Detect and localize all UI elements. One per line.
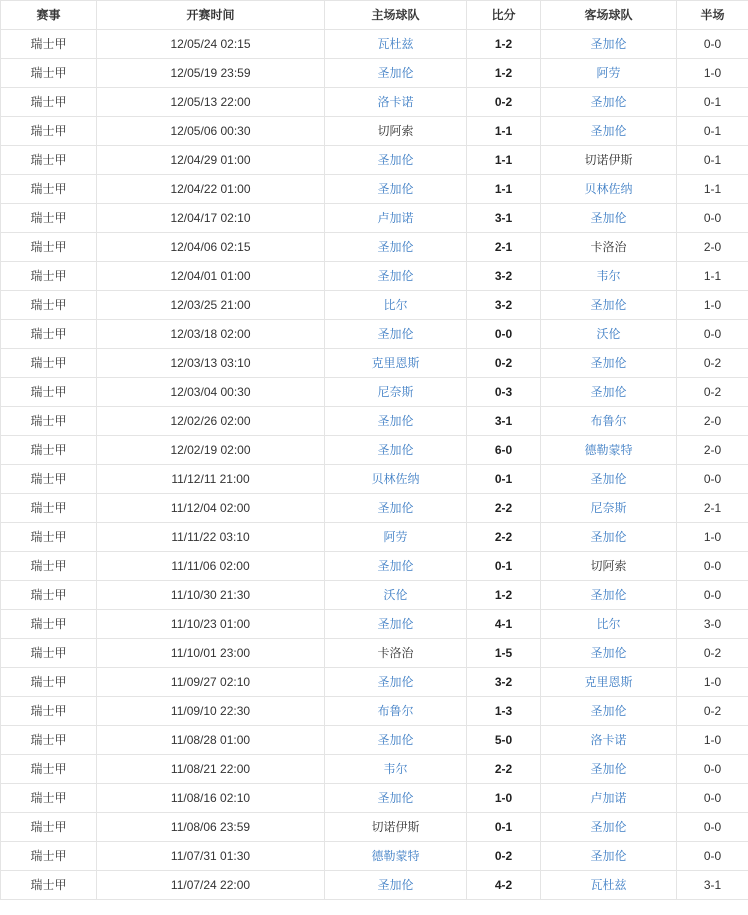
cell-halftime-score: 0-2: [677, 378, 748, 407]
cell-away-team: 切阿索: [541, 552, 677, 581]
cell-away-team[interactable]: 圣加伦: [541, 465, 677, 494]
cell-away-team[interactable]: 圣加伦: [541, 755, 677, 784]
cell-league: 瑞士甲: [1, 842, 97, 871]
cell-kickoff-time: 11/08/21 22:00: [97, 755, 325, 784]
cell-score: 1-1: [467, 117, 541, 146]
cell-kickoff-time: 11/12/04 02:00: [97, 494, 325, 523]
cell-away-team[interactable]: 圣加伦: [541, 117, 677, 146]
cell-kickoff-time: 12/04/17 02:10: [97, 204, 325, 233]
cell-halftime-score: 0-1: [677, 117, 748, 146]
cell-league: 瑞士甲: [1, 117, 97, 146]
cell-kickoff-time: 12/03/25 21:00: [97, 291, 325, 320]
cell-home-team[interactable]: 圣加伦: [325, 262, 467, 291]
cell-league: 瑞士甲: [1, 88, 97, 117]
cell-away-team[interactable]: 圣加伦: [541, 697, 677, 726]
cell-home-team[interactable]: 圣加伦: [325, 59, 467, 88]
cell-home-team: 切阿索: [325, 117, 467, 146]
cell-score: 0-2: [467, 88, 541, 117]
cell-kickoff-time: 12/02/26 02:00: [97, 407, 325, 436]
table-row: [1, 465, 748, 494]
cell-kickoff-time: 12/05/24 02:15: [97, 30, 325, 59]
cell-halftime-score: 2-0: [677, 233, 748, 262]
cell-score: 2-2: [467, 523, 541, 552]
cell-kickoff-time: 11/09/10 22:30: [97, 697, 325, 726]
cell-away-team: 切诺伊斯: [541, 146, 677, 175]
cell-league: 瑞士甲: [1, 378, 97, 407]
cell-away-team[interactable]: 圣加伦: [541, 639, 677, 668]
cell-halftime-score: 0-0: [677, 30, 748, 59]
column-header-league: 赛事: [1, 1, 97, 30]
cell-league: 瑞士甲: [1, 465, 97, 494]
cell-home-team[interactable]: 卢加诺: [325, 204, 467, 233]
column-header-away-team: 客场球队: [541, 1, 677, 30]
cell-kickoff-time: 12/05/13 22:00: [97, 88, 325, 117]
table-row: [1, 88, 748, 117]
cell-away-team[interactable]: 尼奈斯: [541, 494, 677, 523]
table-body: [1, 30, 748, 900]
cell-score: 3-2: [467, 668, 541, 697]
table-row: [1, 262, 748, 291]
cell-league: 瑞士甲: [1, 233, 97, 262]
cell-league: 瑞士甲: [1, 668, 97, 697]
cell-score: 1-5: [467, 639, 541, 668]
cell-away-team: 卡洛治: [541, 233, 677, 262]
table-row: [1, 378, 748, 407]
cell-score: 1-2: [467, 30, 541, 59]
cell-kickoff-time: 11/12/11 21:00: [97, 465, 325, 494]
table-row: [1, 117, 748, 146]
cell-score: 3-1: [467, 407, 541, 436]
cell-score: 0-2: [467, 842, 541, 871]
cell-home-team[interactable]: 圣加伦: [325, 784, 467, 813]
cell-score: 2-1: [467, 233, 541, 262]
cell-league: 瑞士甲: [1, 813, 97, 842]
cell-halftime-score: 0-1: [677, 88, 748, 117]
cell-home-team[interactable]: 圣加伦: [325, 668, 467, 697]
table-row: [1, 697, 748, 726]
cell-away-team[interactable]: 克里恩斯: [541, 668, 677, 697]
cell-home-team[interactable]: 贝林佐纳: [325, 465, 467, 494]
cell-home-team[interactable]: 阿劳: [325, 523, 467, 552]
cell-kickoff-time: 11/11/22 03:10: [97, 523, 325, 552]
cell-score: 0-1: [467, 465, 541, 494]
cell-halftime-score: 1-0: [677, 668, 748, 697]
cell-kickoff-time: 12/03/04 00:30: [97, 378, 325, 407]
cell-home-team: 卡洛治: [325, 639, 467, 668]
table-row: [1, 668, 748, 697]
cell-halftime-score: 2-1: [677, 494, 748, 523]
cell-halftime-score: 2-0: [677, 436, 748, 465]
cell-league: 瑞士甲: [1, 610, 97, 639]
cell-halftime-score: 1-1: [677, 175, 748, 204]
cell-home-team[interactable]: 圣加伦: [325, 320, 467, 349]
table-row: [1, 552, 748, 581]
cell-halftime-score: 0-2: [677, 697, 748, 726]
cell-home-team[interactable]: 韦尔: [325, 755, 467, 784]
column-header-halftime: 半场: [677, 1, 748, 30]
cell-home-team[interactable]: 圣加伦: [325, 175, 467, 204]
cell-away-team[interactable]: 洛卡诺: [541, 726, 677, 755]
cell-halftime-score: 1-1: [677, 262, 748, 291]
table-row: [1, 175, 748, 204]
cell-halftime-score: 0-0: [677, 581, 748, 610]
cell-score: 3-2: [467, 262, 541, 291]
cell-home-team: 切诺伊斯: [325, 813, 467, 842]
cell-score: 0-1: [467, 552, 541, 581]
cell-kickoff-time: 11/08/28 01:00: [97, 726, 325, 755]
table-row: [1, 610, 748, 639]
table-row: [1, 581, 748, 610]
cell-kickoff-time: 12/04/29 01:00: [97, 146, 325, 175]
cell-score: 6-0: [467, 436, 541, 465]
cell-halftime-score: 0-1: [677, 146, 748, 175]
cell-kickoff-time: 12/04/06 02:15: [97, 233, 325, 262]
cell-home-team[interactable]: 布鲁尔: [325, 697, 467, 726]
cell-kickoff-time: 12/05/19 23:59: [97, 59, 325, 88]
cell-league: 瑞士甲: [1, 407, 97, 436]
table-row: [1, 320, 748, 349]
cell-league: 瑞士甲: [1, 639, 97, 668]
cell-score: 2-2: [467, 755, 541, 784]
cell-home-team[interactable]: 圣加伦: [325, 610, 467, 639]
cell-away-team[interactable]: 圣加伦: [541, 842, 677, 871]
cell-kickoff-time: 12/03/18 02:00: [97, 320, 325, 349]
table-row: [1, 494, 748, 523]
cell-score: 3-2: [467, 291, 541, 320]
cell-halftime-score: 1-0: [677, 523, 748, 552]
cell-home-team[interactable]: 尼奈斯: [325, 378, 467, 407]
cell-score: 2-2: [467, 494, 541, 523]
table-row: [1, 204, 748, 233]
table-row: [1, 146, 748, 175]
cell-away-team[interactable]: 圣加伦: [541, 204, 677, 233]
cell-score: 0-0: [467, 320, 541, 349]
cell-league: 瑞士甲: [1, 30, 97, 59]
cell-away-team[interactable]: 瓦杜兹: [541, 871, 677, 900]
cell-kickoff-time: 12/04/01 01:00: [97, 262, 325, 291]
cell-away-team[interactable]: 卢加诺: [541, 784, 677, 813]
cell-away-team[interactable]: 布鲁尔: [541, 407, 677, 436]
cell-home-team[interactable]: 圣加伦: [325, 726, 467, 755]
cell-league: 瑞士甲: [1, 697, 97, 726]
cell-score: 1-2: [467, 581, 541, 610]
cell-kickoff-time: 11/08/06 23:59: [97, 813, 325, 842]
table-row: [1, 784, 748, 813]
table-row: [1, 436, 748, 465]
table-row: [1, 523, 748, 552]
cell-league: 瑞士甲: [1, 262, 97, 291]
table-row: [1, 871, 748, 900]
cell-away-team[interactable]: 阿劳: [541, 59, 677, 88]
cell-league: 瑞士甲: [1, 552, 97, 581]
cell-home-team[interactable]: 沃伦: [325, 581, 467, 610]
cell-league: 瑞士甲: [1, 320, 97, 349]
cell-halftime-score: 1-0: [677, 291, 748, 320]
cell-home-team[interactable]: 克里恩斯: [325, 349, 467, 378]
cell-away-team[interactable]: 圣加伦: [541, 349, 677, 378]
cell-kickoff-time: 11/10/23 01:00: [97, 610, 325, 639]
cell-home-team[interactable]: 比尔: [325, 291, 467, 320]
cell-score: 3-1: [467, 204, 541, 233]
cell-halftime-score: 0-0: [677, 813, 748, 842]
cell-league: 瑞士甲: [1, 523, 97, 552]
table-row: [1, 755, 748, 784]
cell-score: 1-1: [467, 175, 541, 204]
cell-away-team[interactable]: 贝林佐纳: [541, 175, 677, 204]
cell-league: 瑞士甲: [1, 436, 97, 465]
cell-home-team[interactable]: 圣加伦: [325, 494, 467, 523]
cell-home-team[interactable]: 瓦杜兹: [325, 30, 467, 59]
cell-away-team[interactable]: 圣加伦: [541, 813, 677, 842]
cell-kickoff-time: 11/08/16 02:10: [97, 784, 325, 813]
table-row: [1, 59, 748, 88]
cell-halftime-score: 0-0: [677, 552, 748, 581]
table-row: [1, 726, 748, 755]
cell-halftime-score: 0-0: [677, 465, 748, 494]
cell-league: 瑞士甲: [1, 291, 97, 320]
table-row: [1, 349, 748, 378]
cell-home-team[interactable]: 圣加伦: [325, 552, 467, 581]
cell-kickoff-time: 12/03/13 03:10: [97, 349, 325, 378]
cell-away-team[interactable]: 圣加伦: [541, 378, 677, 407]
cell-home-team[interactable]: 圣加伦: [325, 233, 467, 262]
cell-score: 0-3: [467, 378, 541, 407]
column-header-home-team: 主场球队: [325, 1, 467, 30]
cell-away-team[interactable]: 圣加伦: [541, 581, 677, 610]
cell-league: 瑞士甲: [1, 784, 97, 813]
cell-away-team[interactable]: 圣加伦: [541, 523, 677, 552]
cell-halftime-score: 0-2: [677, 349, 748, 378]
cell-halftime-score: 0-0: [677, 784, 748, 813]
cell-away-team[interactable]: 圣加伦: [541, 30, 677, 59]
cell-halftime-score: 1-0: [677, 59, 748, 88]
cell-score: 0-2: [467, 349, 541, 378]
cell-home-team[interactable]: 圣加伦: [325, 407, 467, 436]
cell-home-team[interactable]: 圣加伦: [325, 436, 467, 465]
cell-kickoff-time: 11/07/31 01:30: [97, 842, 325, 871]
cell-away-team[interactable]: 韦尔: [541, 262, 677, 291]
cell-league: 瑞士甲: [1, 494, 97, 523]
cell-kickoff-time: 12/04/22 01:00: [97, 175, 325, 204]
cell-kickoff-time: 11/07/24 22:00: [97, 871, 325, 900]
cell-league: 瑞士甲: [1, 59, 97, 88]
cell-halftime-score: 0-2: [677, 639, 748, 668]
cell-score: 4-2: [467, 871, 541, 900]
cell-home-team[interactable]: 圣加伦: [325, 871, 467, 900]
cell-kickoff-time: 11/10/30 21:30: [97, 581, 325, 610]
cell-halftime-score: 0-0: [677, 204, 748, 233]
column-header-kickoff-time: 开赛时间: [97, 1, 325, 30]
cell-league: 瑞士甲: [1, 349, 97, 378]
table-row: [1, 813, 748, 842]
cell-league: 瑞士甲: [1, 204, 97, 233]
cell-league: 瑞士甲: [1, 175, 97, 204]
cell-home-team[interactable]: 圣加伦: [325, 146, 467, 175]
cell-score: 5-0: [467, 726, 541, 755]
cell-halftime-score: 3-1: [677, 871, 748, 900]
cell-halftime-score: 1-0: [677, 726, 748, 755]
cell-away-team[interactable]: 圣加伦: [541, 88, 677, 117]
table-row: [1, 639, 748, 668]
cell-score: 1-2: [467, 59, 541, 88]
cell-halftime-score: 2-0: [677, 407, 748, 436]
cell-score: 1-1: [467, 146, 541, 175]
table-header-row: [1, 1, 748, 30]
cell-home-team[interactable]: 德勒蒙特: [325, 842, 467, 871]
cell-halftime-score: 0-0: [677, 755, 748, 784]
table-row: [1, 291, 748, 320]
cell-score: 4-1: [467, 610, 541, 639]
cell-kickoff-time: 11/11/06 02:00: [97, 552, 325, 581]
cell-league: 瑞士甲: [1, 755, 97, 784]
cell-league: 瑞士甲: [1, 146, 97, 175]
cell-league: 瑞士甲: [1, 726, 97, 755]
cell-away-team[interactable]: 沃伦: [541, 320, 677, 349]
cell-kickoff-time: 12/02/19 02:00: [97, 436, 325, 465]
column-header-score: 比分: [467, 1, 541, 30]
cell-kickoff-time: 11/09/27 02:10: [97, 668, 325, 697]
cell-halftime-score: 0-0: [677, 842, 748, 871]
table-row: [1, 842, 748, 871]
table-row: [1, 233, 748, 262]
cell-score: 1-0: [467, 784, 541, 813]
table-row: [1, 30, 748, 59]
table-header: [1, 1, 748, 30]
cell-halftime-score: 3-0: [677, 610, 748, 639]
cell-kickoff-time: 12/05/06 00:30: [97, 117, 325, 146]
cell-league: 瑞士甲: [1, 871, 97, 900]
table-row: [1, 407, 748, 436]
cell-away-team[interactable]: 德勒蒙特: [541, 436, 677, 465]
cell-halftime-score: 0-0: [677, 320, 748, 349]
cell-kickoff-time: 11/10/01 23:00: [97, 639, 325, 668]
cell-away-team[interactable]: 圣加伦: [541, 291, 677, 320]
cell-away-team[interactable]: 比尔: [541, 610, 677, 639]
cell-score: 0-1: [467, 813, 541, 842]
cell-home-team[interactable]: 洛卡诺: [325, 88, 467, 117]
cell-score: 1-3: [467, 697, 541, 726]
cell-league: 瑞士甲: [1, 581, 97, 610]
